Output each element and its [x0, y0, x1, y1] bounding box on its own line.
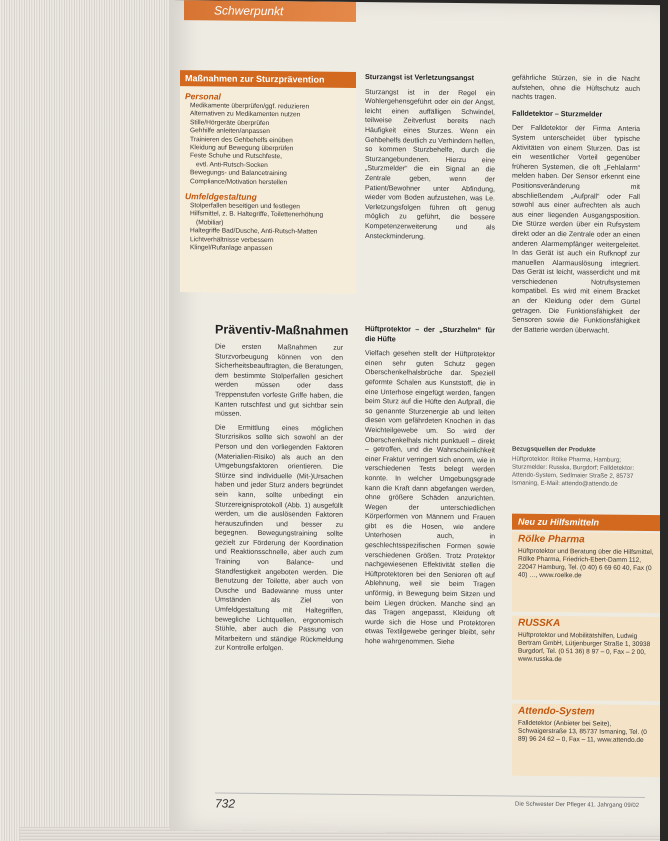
article-column-2-top — [365, 72, 495, 248]
supplier-name: Rölke Pharma — [518, 533, 585, 546]
article-column-2-bottom — [365, 324, 495, 785]
list-item: (Mobiliar) — [196, 219, 224, 227]
list-item: Kleidung auf Bewegung überprüfen — [190, 144, 294, 153]
article-column-3 — [512, 74, 640, 343]
umfeld-heading: Umfeldgestaltung — [185, 191, 257, 202]
list-item: Hilfsmittel, z. B. Haltegriffe, Toilettenerhöhung — [190, 210, 324, 220]
list-item: Trainieren des Gehbehelfs einüben — [190, 135, 293, 144]
supplier-card — [512, 704, 660, 778]
list-item: Stolperfallen beseitigen und festlegen — [190, 202, 300, 211]
subheading-hueftprotektor: Hüftprotektor – der „Sturzhelm“ für die Hüfte — [365, 324, 495, 343]
list-item: Klingel/Rufanlage anpassen — [190, 244, 273, 253]
supplier-card — [512, 616, 660, 702]
journal-footer: Die Schwester Der Pfleger 41. Jahrgang 09/02 — [515, 801, 640, 809]
supplier-details: Hüftprotektor und Mobilitätshilfen, Ludwig Bertram GmbH, Lütjenburger Straße 1, 30938 Burgdorf, Tel. (0 51 36) 8 97 – 0, Fax – 2 00, www.russka.de — [518, 631, 651, 664]
list-item: Compliance/Motivation herstellen — [190, 177, 288, 186]
umfeld-list — [180, 202, 356, 254]
new-aids-banner: Neu zu Hilfsmitteln — [512, 514, 660, 532]
supplier-name: RUSSKA — [518, 617, 561, 630]
personal-heading: Personal — [185, 91, 221, 102]
magazine-page — [170, 0, 660, 835]
section-banner — [184, 0, 356, 22]
subheading-sturzangst: Sturzangst ist Verletzungsangst — [365, 72, 475, 83]
page-number: 732 — [215, 796, 236, 811]
supplier-card — [512, 532, 660, 614]
supplier-details: Falldetektor (Anbieter bei Seite), Schwaigerstraße 13, 85737 Ismaning, Tel. (0 89) 96 24 62 – 0, Fax – 11, www.attendo.de — [518, 719, 647, 744]
section-heading: Präventiv-Maßnahmen — [215, 322, 349, 338]
subheading-falldetektor: Falldetektor – Sturzmelder — [512, 108, 603, 119]
list-item: Haltegriffe Bad/Dusche, Anti-Rutsch-Matten — [190, 227, 318, 236]
list-item: Medikamente überprüfen/ggf. reduzieren — [190, 102, 310, 111]
section-banner-label: Schwerpunkt — [214, 3, 284, 19]
supplier-details: Hüftprotektor und Beratung über die Hilfsmittel, Rölke Pharma, Friedrich-Ebert-Damm 112, 22047 Hamburg, Tel. (0 40) 6 69 60 40, Fax (0 40) …, www.roelke.de — [518, 547, 654, 580]
article-column-1 — [215, 342, 343, 783]
sources-note — [512, 446, 640, 489]
paragraph: Die Ermittlung eines möglichen Sturzrisikos sollte sich sowohl an der Person und den vorliegenden Faktoren (Materialien-Risiko) als auch an den Umgebungsfaktoren orientieren. Die Stürze sind individuelle (Mit-)Ursachen haben und jeder Sturz anders begründet sein kann, sollte unbedingt ein Sturzereignisprotokoll (Abb. 1) ausgefüllt werden, um die auslösenden Faktoren herauszufinden und besser zu begegnen. Bewegungstraining sollte gezielt zur Förderung der Koordination und Reaktionsschnelle, aber auch zum Training von Balance- und Standfestigkeit angeboten werden. Die Benutzung der Toilette, aber auch von Dusche und Badewanne muss unter Umständen als Ziel von Umfeldgestaltung mit Haltegriffen, bewegliche Lichtquellen, ergonomisch Stühle, aber auch die Passung von Mitarbeitern und ständige Rückmeldung zur Kontrolle erfolgen. — [215, 424, 343, 653]
paragraph: Der Falldetektor der Firma Anteria System unterscheidet über typische Aktivitäten von einem Sturzen. Das ist ein wesentlicher Vorteil gegenüber früheren Systemen, die oft „Fehlalarm“ melden haben. Der Sensor erkennt eine Positionsveränderung mit abschließendem „Aufprall“ oder Fall sowohl aus einer aufrechten als auch aus einer liegenden Ausgangsposition. Die Stürze werden über ein Rufsystem direkt oder an die Zentrale oder an einen anderen Alarmempfänger weitergeleitet. In das Gerät ist auch ein Rufknopf zur manuellen Alarmauslösung integriert. Das Gerät ist leicht, wasserdicht und mit verschiedenen Notrufsystemen kompatibel. Es wird mit einem Bracket an der Kleidung oder dem Gürtel getragen. Die Funktionsfähigkeit der Sensoren sowie die Funktionsfähigkeit der Batterie werden überwacht. — [512, 124, 640, 335]
personal-list — [180, 102, 356, 188]
paragraph: gefährliche Stürzen, sie in die Nacht aufstehen, ohne die Hüftschutz auch nachts tragen. — [512, 74, 640, 102]
list-item: Feste Schuhe und Rutschfeste, — [190, 152, 283, 161]
sources-text: Hüftprotektor: Rölke Pharma, Hamburg; Sturzmelder: Russka, Burgdorf; Falldetektor: Attendo-System, Sedlmaier Straße 2, 85737 Ismaning, E-Mail: attendo@attendo.de — [512, 455, 635, 488]
paragraph: Sturzangst ist in der Regel ein Wohlergehensgeführt oder ein der Angst, leicht einen auffälligen Schwindel, teilweise Zeitverlust bereits nach Häufigkeit eines Sturzes. Wenn ein Gehbehelfs deutlich zu Verhindern helfen, so kommen Sturzbehelfe, durch die Sturzangebundenen. Hierzu eine „Sturzmelder“ die ein Signal an die Zentrale geben, wenn der Patient/Bewohner unter Abfindung, wieder vom Boden aufzustehen, was Le. Verletzungsfolgen führen oft genug möglich zu geführt, die bessere Kompetenzerweiterung und als Ansteckminderung. — [365, 88, 495, 241]
sources-title: Bezugsquellen der Produkte — [512, 445, 596, 454]
list-item: Gehhilfe anleiten/anpassen — [190, 127, 270, 136]
list-item: Bewegungs- und Balancetraining — [190, 169, 287, 178]
list-item: evtl. Anti-Rutsch-Socken — [196, 161, 268, 169]
book-page-edges — [0, 0, 175, 841]
list-item: Lichtverhältnisse verbessern — [190, 235, 274, 244]
list-item: Alternativen zu Medikamenten nutzen — [190, 110, 301, 119]
prevention-box — [180, 70, 356, 294]
paragraph: Vielfach gesehen stellt der Hüftprotektor einen sehr guten Schutz gegen Oberschenkelhalsbrüche dar. Speziell geformte Schalen aus Kunststoff, die in eine Unterhose eingefügt werden, fangen beim Sturz auf die Hüfte den Aufprall, die so genannte Sturzenergie ab und leiten diesen vom gefährdeten Knochen in das Weichteilgewebe um. So wird der Oberschenkelhals nicht punktuell – direkt – getroffen, und die Wahrscheinlichkeit einer Fraktur verringert sich enorm, wie in verschiedenen Tests belegt werden konnte. In welcher Umgebungsgrade kann die Kraft dann abgefangen werden, ohne größere Schäden anzurichten. Wegen der unterschiedlichen Körperformen von Männern und Frauen gibt es die Hosen, wie andere Unterhosen auch, in geschlechtsspezifischen Formen sowie verschiedenen Größen. Trotz Protektor nachgewiesenen Effektivität stellen die Hüftprotektoren bei den Senioren oft auf Ablehnung, weil sie beim Tragen unförmig, in Bewegung beim Sitzen und beim Liegen drücken. Manche sind an das Tragen angepasst, Kleidung oft wurde sich die Hose und Protektoren etwas Textilgewebe geringer bleibt, sehr hohe wahrgenommen. Siehe — [365, 350, 495, 646]
supplier-name: Attendo-System — [518, 705, 595, 718]
paragraph: Die ersten Maßnahmen zur Sturzvorbeugung können von den Sicherheitsbeauftragten, die Beratungen, dem bestimmte Stolperfallen gesichert werden müssen oder dass Treppenstufen vorfeste Griffe haben, die Kanten rutschfest und gut sichtbar sein müssen. — [215, 343, 343, 418]
footer-divider — [215, 792, 645, 798]
prevention-box-title: Maßnahmen zur Sturzprävention — [180, 70, 356, 88]
list-item: Stille/Hörgeräte überprüfen — [190, 119, 270, 127]
